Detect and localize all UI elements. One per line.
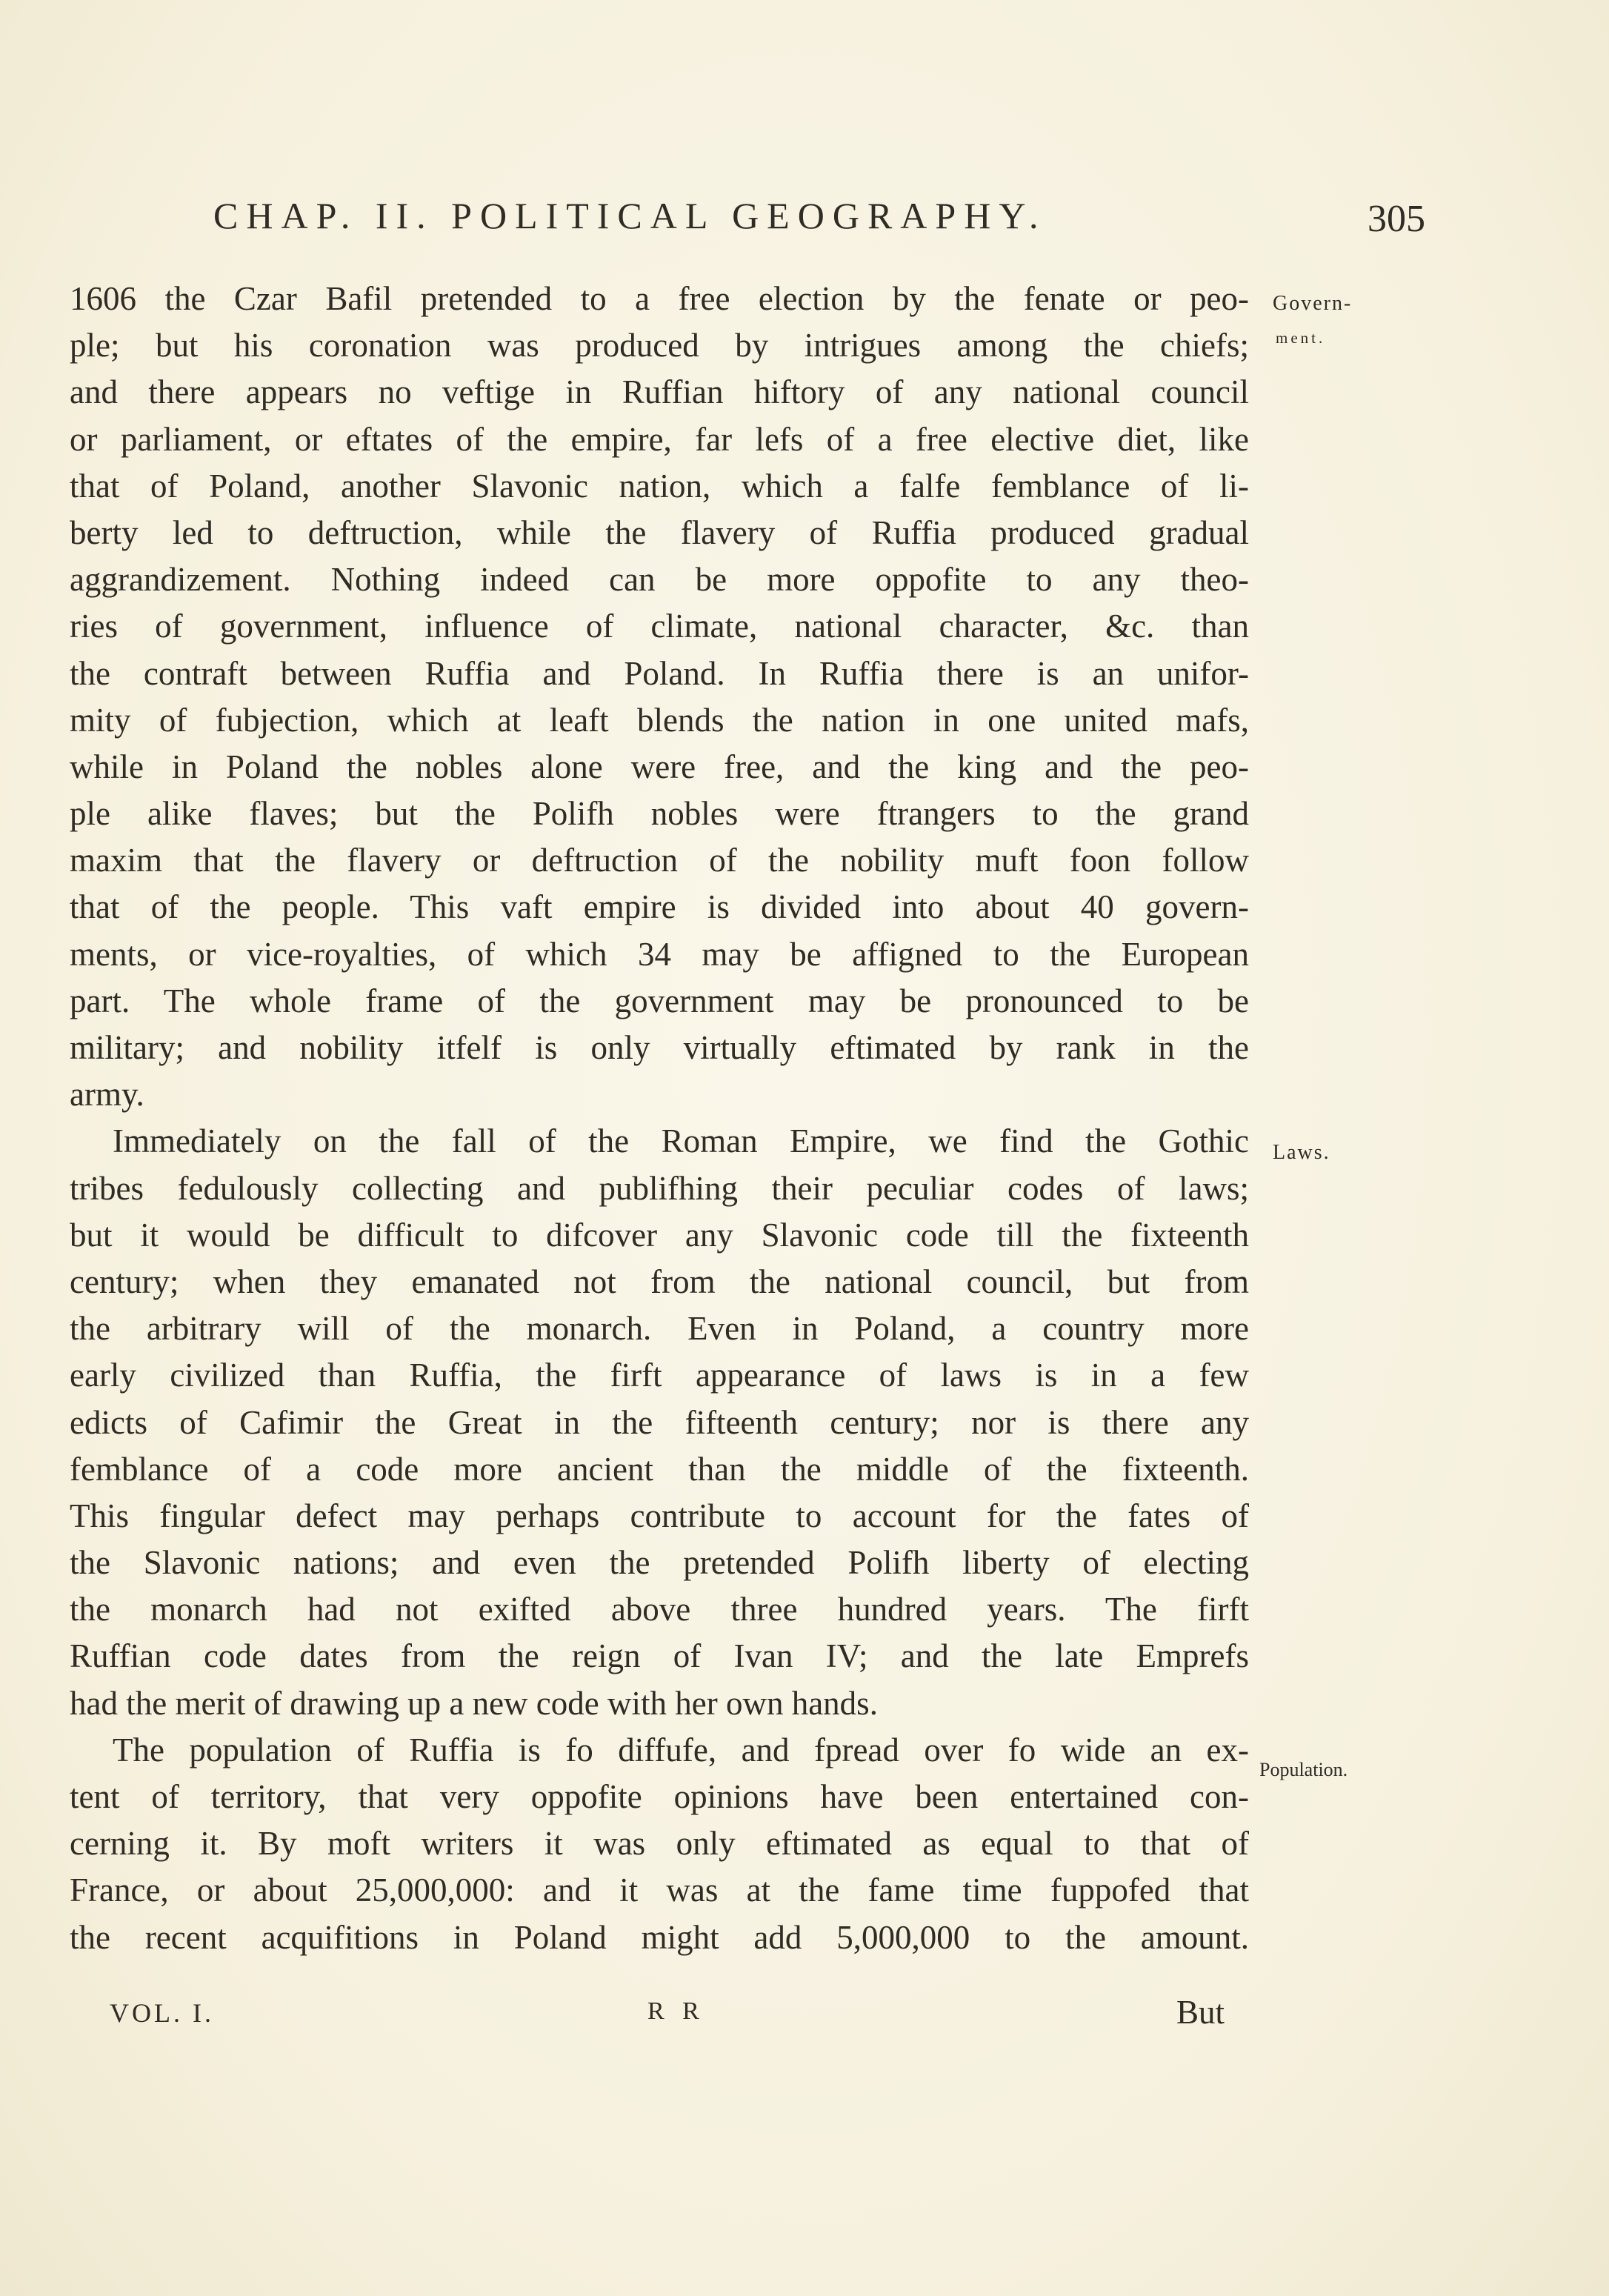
text-line: mity of fubjection, which at leaft blends the nation in one united mafs,	[70, 701, 1249, 739]
text-line: or parliament, or eftates of the empire, far lefs of a free elective diet, like	[70, 420, 1249, 458]
text-line: tent of territory, that very oppofite opinions have been entertained con-	[70, 1778, 1249, 1815]
text-line: ments, or vice-royalties, of which 34 may be affigned to the European	[70, 935, 1249, 973]
catchword: But	[1176, 1994, 1225, 2031]
text-line: the monarch had not exifted above three hundred years. The firft	[70, 1591, 1249, 1628]
volume-mark: VOL. I.	[110, 1998, 214, 2028]
text-line: ries of government, influence of climate, national character, &c. than	[70, 608, 1249, 645]
margin-note-government-cont: ment.	[1276, 329, 1326, 347]
page-number: 305	[1368, 198, 1425, 240]
text-line: that of the people. This vaft empire is divided into about 40 govern-	[70, 888, 1249, 926]
margin-note-government: Govern-	[1273, 292, 1353, 315]
text-line: 1606 the Czar Bafil pretended to a free election by the fenate or peo-	[70, 280, 1249, 317]
text-line: but it would be difficult to difcover any Slavonic code till the fixteenth	[70, 1216, 1249, 1254]
signature-mark: R R	[647, 1997, 705, 2025]
text-line: the recent acquifitions in Poland might add 5,000,000 to the amount.	[70, 1918, 1249, 1956]
text-line: This fingular defect may perhaps contribute to account for the fates of	[70, 1497, 1249, 1534]
text-line: Ruffian code dates from the reign of Ivan IV; and the late Emprefs	[70, 1637, 1249, 1675]
text-line: aggrandizement. Nothing indeed can be more oppofite to any theo-	[70, 561, 1249, 599]
text-line: ple; but his coronation was produced by intrigues among the chiefs;	[70, 327, 1249, 365]
text-line: edicts of Cafimir the Great in the fifteenth century; nor is there any	[70, 1403, 1249, 1441]
text-line: had the merit of drawing up a new code with her own hands.	[70, 1684, 878, 1722]
text-line: and there appears no veftige in Ruffian hiftory of any national council	[70, 373, 1249, 411]
text-line: France, or about 25,000,000: and it was at the fame time fuppofed that	[70, 1871, 1249, 1909]
text-line: part. The whole frame of the government may be pronounced to be	[70, 982, 1249, 1019]
text-line: while in Poland the nobles alone were free, and the king and the peo-	[70, 748, 1249, 785]
text-line: the Slavonic nations; and even the pretended Polifh liberty of electing	[70, 1544, 1249, 1582]
text-line: ple alike flaves; but the Polifh nobles were ftrangers to the grand	[70, 795, 1249, 833]
text-line: berty led to deftruction, while the flavery of Ruffia produced gradual	[70, 513, 1249, 551]
text-line: femblance of a code more ancient than the middle of the fixteenth.	[70, 1450, 1249, 1488]
text-line: the arbitrary will of the monarch. Even in Poland, a country more	[70, 1310, 1249, 1348]
margin-note-laws: Laws.	[1273, 1141, 1330, 1164]
text-line: military; and nobility itfelf is only virtually eftimated by rank in the	[70, 1029, 1249, 1066]
page-footer	[110, 1993, 1250, 2037]
text-line: the contraft between Ruffia and Poland. In Ruffia there is an unifor-	[70, 654, 1249, 692]
text-line: The population of Ruffia is fo diffufe, and fpread over fo wide an ex-	[113, 1731, 1249, 1768]
text-line: century; when they emanated not from the national council, but from	[70, 1262, 1249, 1300]
text-line: that of Poland, another Slavonic nation, which a falfe femblance of li-	[70, 467, 1249, 505]
text-line: maxim that the flavery or deftruction of the nobility muft foon follow	[70, 842, 1249, 879]
text-line: early civilized than Ruffia, the firft appearance of laws is in a few	[70, 1357, 1249, 1394]
text-line: army.	[70, 1076, 144, 1114]
margin-note-population: Population.	[1259, 1759, 1348, 1780]
text-line: tribes fedulously collecting and publifhing their peculiar codes of laws;	[70, 1169, 1249, 1207]
text-line: Immediately on the fall of the Roman Empire, we find the Gothic	[113, 1122, 1249, 1160]
running-head: CHAP. II. POLITICAL GEOGRAPHY.	[213, 195, 1047, 236]
text-line: cerning it. By moft writers it was only eftimated as equal to that of	[70, 1825, 1249, 1863]
body-text	[70, 276, 1249, 1961]
